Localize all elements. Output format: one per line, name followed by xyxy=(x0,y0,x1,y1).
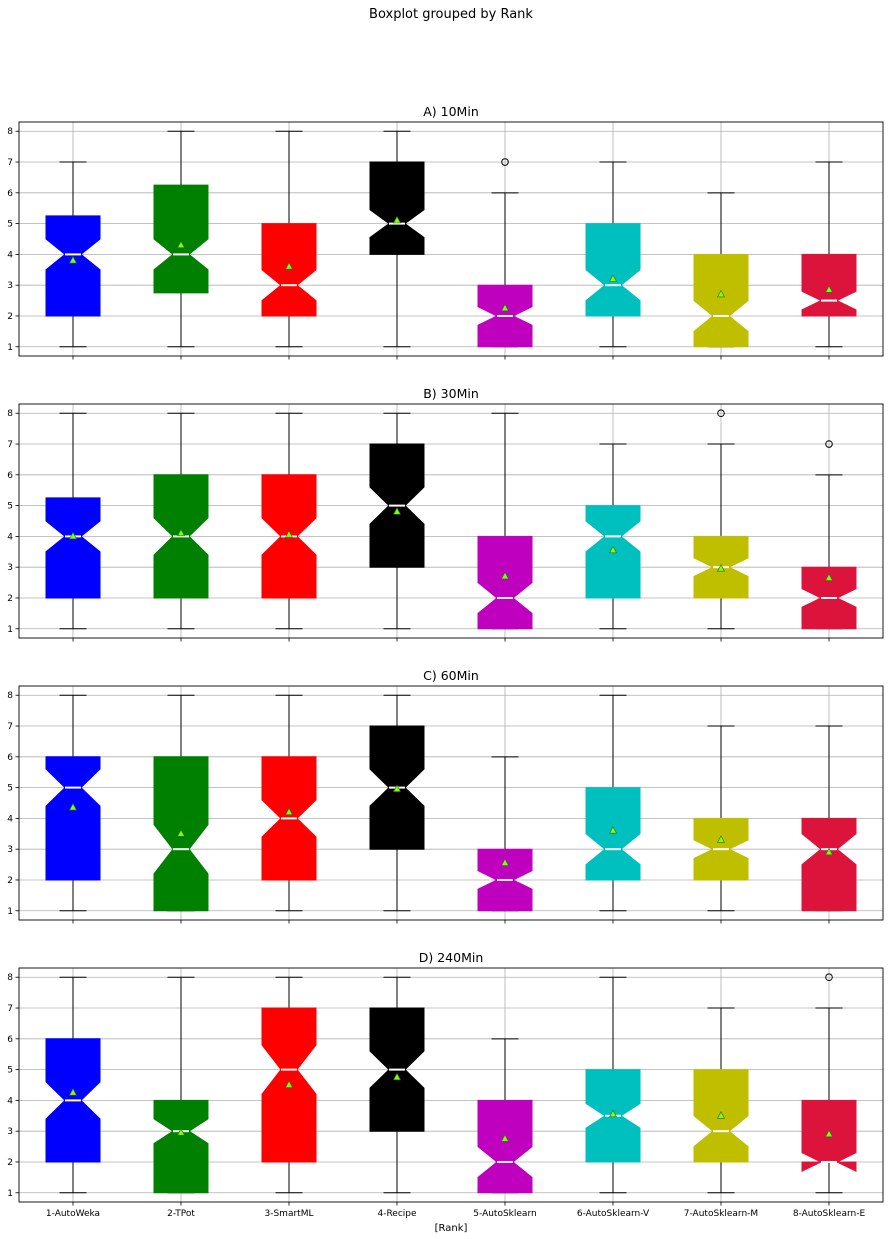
panel-title: B) 30Min xyxy=(423,386,479,401)
box-body xyxy=(46,216,100,316)
panel-4 xyxy=(7,950,883,1219)
y-tick-label: 3 xyxy=(7,281,13,292)
box-8-AutoSklearn-E xyxy=(802,162,856,347)
box-body xyxy=(46,757,100,880)
y-tick-label: 7 xyxy=(7,158,13,169)
box-5-AutoSklearn xyxy=(478,757,532,911)
y-tick-label: 5 xyxy=(7,783,13,794)
box-body xyxy=(46,498,100,598)
box-5-AutoSklearn xyxy=(478,1039,532,1193)
y-tick-label: 2 xyxy=(7,593,13,604)
box-body xyxy=(370,162,424,254)
box-1-AutoWeka xyxy=(46,977,100,1193)
y-tick-label: 3 xyxy=(7,845,13,856)
x-tick-label: 8-AutoSklearn-E xyxy=(792,1209,866,1219)
box-3-SmartML xyxy=(262,131,316,347)
y-tick-label: 5 xyxy=(7,501,13,512)
box-1-AutoWeka xyxy=(46,695,100,911)
y-tick-label: 7 xyxy=(7,440,13,451)
box-3-SmartML xyxy=(262,977,316,1193)
y-tick-label: 5 xyxy=(7,219,13,230)
box-2-TPot xyxy=(154,131,208,347)
y-tick-label: 7 xyxy=(7,1004,13,1015)
box-body xyxy=(802,818,856,910)
y-tick-label: 4 xyxy=(7,250,13,261)
y-tick-label: 6 xyxy=(7,1034,13,1045)
box-body xyxy=(262,224,316,316)
axes-frame xyxy=(19,122,883,356)
y-tick-label: 5 xyxy=(7,1065,13,1076)
box-3-SmartML xyxy=(262,413,316,629)
box-6-AutoSklearn-V xyxy=(586,162,640,347)
y-tick-label: 4 xyxy=(7,532,13,543)
panel-2 xyxy=(7,386,883,642)
y-tick-label: 1 xyxy=(7,1188,13,1199)
box-body xyxy=(154,185,208,293)
panel-title: A) 10Min xyxy=(423,104,479,119)
axes-frame xyxy=(19,968,883,1202)
box-body xyxy=(694,254,748,346)
box-4-Recipe xyxy=(370,131,424,347)
x-tick-label: 2-TPot xyxy=(167,1209,195,1219)
y-tick-label: 8 xyxy=(7,691,13,702)
x-tick-label: 7-AutoSklearn-M xyxy=(683,1209,759,1219)
box-4-Recipe xyxy=(370,413,424,629)
x-axis-label: [Rank] xyxy=(434,1223,468,1234)
y-tick-label: 1 xyxy=(7,906,13,917)
box-body xyxy=(586,788,640,880)
y-tick-label: 6 xyxy=(7,752,13,763)
box-body xyxy=(478,1100,532,1192)
y-tick-label: 2 xyxy=(7,1157,13,1168)
x-tick-label: 6-AutoSklearn-V xyxy=(576,1209,650,1219)
panel-title: D) 240Min xyxy=(418,950,484,965)
y-tick-label: 4 xyxy=(7,1096,13,1107)
axes-frame xyxy=(19,404,883,638)
box-6-AutoSklearn-V xyxy=(586,695,640,911)
y-tick-label: 6 xyxy=(7,470,13,481)
y-tick-label: 8 xyxy=(7,973,13,984)
y-tick-label: 3 xyxy=(7,563,13,574)
x-tick-label: 5-AutoSklearn xyxy=(473,1209,537,1219)
figure-suptitle: Boxplot grouped by Rank xyxy=(369,7,533,22)
box-body xyxy=(586,224,640,316)
box-2-TPot xyxy=(154,413,208,629)
y-tick-label: 2 xyxy=(7,311,13,322)
box-body xyxy=(478,536,532,628)
panels-group xyxy=(7,104,883,1219)
y-tick-label: 4 xyxy=(7,814,13,825)
box-7-AutoSklearn-M xyxy=(694,193,748,347)
box-2-TPot xyxy=(154,977,208,1193)
box-4-Recipe xyxy=(370,695,424,911)
y-tick-label: 2 xyxy=(7,875,13,886)
box-2-TPot xyxy=(154,695,208,911)
box-3-SmartML xyxy=(262,695,316,911)
panel-3 xyxy=(7,668,883,924)
panel-title: C) 60Min xyxy=(423,668,479,683)
x-tick-label: 3-SmartML xyxy=(264,1209,314,1219)
box-6-AutoSklearn-V xyxy=(586,977,640,1193)
box-4-Recipe xyxy=(370,977,424,1193)
box-1-AutoWeka xyxy=(46,413,100,629)
y-tick-label: 6 xyxy=(7,188,13,199)
x-tick-label: 1-AutoWeka xyxy=(45,1209,101,1219)
y-tick-label: 1 xyxy=(7,342,13,353)
box-7-AutoSklearn-M xyxy=(694,1008,748,1193)
box-5-AutoSklearn xyxy=(478,413,532,629)
x-tick-label: 4-Recipe xyxy=(377,1209,417,1219)
y-tick-label: 8 xyxy=(7,409,13,420)
y-tick-label: 3 xyxy=(7,1127,13,1138)
y-tick-label: 1 xyxy=(7,624,13,635)
axes-frame xyxy=(19,686,883,920)
box-7-AutoSklearn-M xyxy=(694,726,748,911)
box-body xyxy=(154,1100,208,1192)
panel-1 xyxy=(7,104,883,360)
y-tick-label: 8 xyxy=(7,127,13,138)
box-8-AutoSklearn-E xyxy=(802,726,856,911)
y-tick-label: 7 xyxy=(7,722,13,733)
